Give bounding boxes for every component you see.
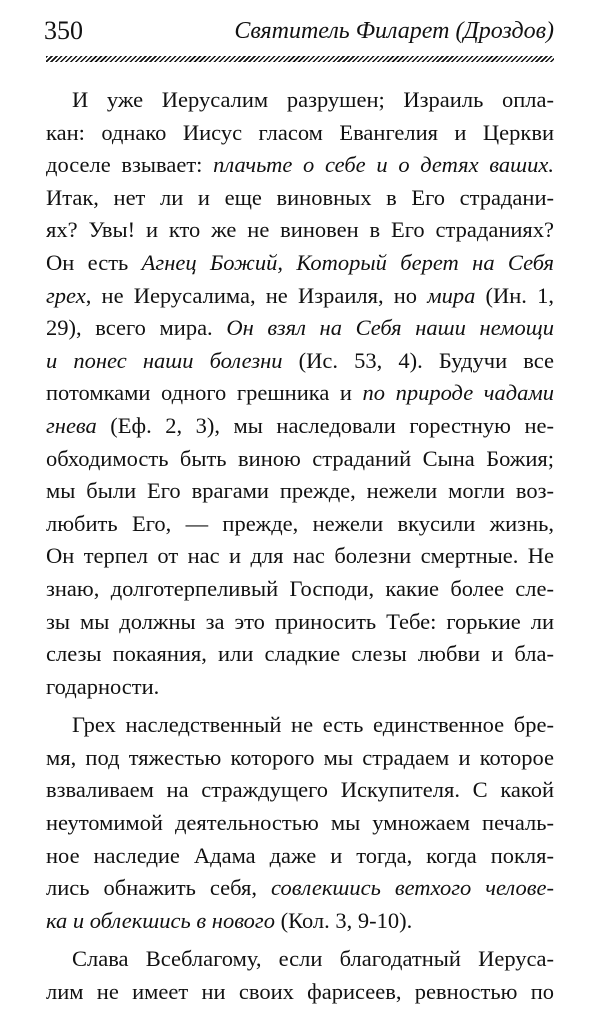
text-segment: мы были Его врагами прежде, нежели могли воз-: [46, 478, 554, 504]
text-segment: взваливаем на страждущего Искупителя. С какой: [46, 777, 554, 803]
italic-quote: по природе чадами: [362, 380, 554, 406]
text-line: [46, 84, 554, 117]
text-line: [46, 742, 554, 775]
text-segment: лись обнажить себя,: [46, 875, 272, 901]
text-line: [46, 377, 554, 410]
paragraph: [46, 709, 554, 937]
text-segment: (Ин. 1,: [475, 282, 554, 308]
text-line: [46, 943, 554, 976]
text-segment: зы мы должны за это приносить Тебе: горькие ли: [46, 608, 554, 634]
text-line: [46, 638, 554, 671]
text-segment: ях? Увы! и кто же не виновен в Его страданиях?: [46, 217, 554, 243]
italic-quote: гнева: [46, 412, 97, 438]
text-line: [46, 976, 554, 1009]
text-segment: Итак, нет ли и еще виновных в Его страдани-: [46, 184, 554, 210]
text-line: [46, 410, 554, 443]
italic-quote: мира: [427, 282, 476, 308]
text-line: [46, 540, 554, 573]
text-line: [46, 709, 554, 742]
text-line: [46, 345, 554, 378]
text-line: [46, 774, 554, 807]
italic-quote: ка и облекшись в нового: [46, 907, 275, 933]
text-line: [46, 149, 554, 182]
text-line: [46, 475, 554, 508]
text-segment: мя, под тяжестью которого мы страдаем и которое: [46, 744, 554, 770]
text-line: [46, 573, 554, 606]
italic-quote: грех: [46, 282, 86, 308]
text-segment: Слава Всеблагому, если благодатный Иерусa-: [72, 946, 554, 972]
header-rule: [46, 56, 554, 62]
text-segment: кан: однако Иисус гласом Евангелия и Церкви: [46, 119, 554, 145]
text-line: [46, 671, 554, 704]
text-segment: Грех наследственный не есть единственное бре-: [72, 712, 554, 738]
text-segment: обходимость быть виною страданий Сына Божия;: [46, 445, 554, 471]
running-title: Святитель Филарет (Дроздов): [234, 18, 554, 44]
text-segment: неутомимой деятельностью мы умножаем печаль-: [46, 810, 554, 836]
text-segment: И уже Иерусалим разрушен; Израиль опла-: [72, 87, 554, 112]
italic-quote: и понес наши болезни: [46, 347, 283, 373]
text-segment: слезы покаяния, или сладкие слезы любви и бла-: [46, 641, 554, 667]
text-line: [46, 872, 554, 905]
text-line: [46, 182, 554, 215]
page-number: 350: [44, 16, 83, 45]
paragraph: [46, 943, 554, 1008]
body-text: [46, 84, 554, 1009]
text-segment: потомками одного грешника и: [46, 380, 363, 406]
italic-quote: Агнец Божий, Который берет на Себя: [141, 249, 555, 275]
text-line: [46, 443, 554, 476]
text-segment: Он терпел от нас и для нас болезни смертные. Не: [46, 543, 554, 569]
text-segment: (Еф. 2, 3), мы наследовали горестную не-: [96, 412, 554, 438]
text-segment: Он есть: [46, 249, 142, 275]
text-segment: ное наследие Адама даже и тогда, когда покля-: [46, 842, 554, 868]
text-segment: доселе взывает:: [46, 152, 214, 178]
italic-quote: совлекшись ветхого челове-: [271, 875, 554, 901]
text-segment: годарности.: [46, 673, 160, 699]
text-line: [46, 247, 554, 280]
text-segment: любить Его, — прежде, нежели вкусили жизнь,: [46, 510, 554, 536]
page-header: [44, 8, 554, 48]
italic-quote: Он взял на Себя наши немощи: [226, 315, 554, 341]
text-line: [46, 606, 554, 639]
text-line: [46, 508, 554, 541]
text-line: [46, 280, 554, 313]
text-segment: (Кол. 3, 9-10).: [274, 907, 413, 933]
text-segment: лим не имеет ни своих фарисеев, ревностью по: [46, 979, 554, 1005]
text-line: [46, 214, 554, 247]
text-line: [46, 312, 554, 345]
paragraph: [46, 84, 554, 703]
text-line: [46, 117, 554, 150]
text-line: [46, 840, 554, 873]
text-line: [46, 807, 554, 840]
text-segment: знаю, долготерпеливый Господи, какие более сле-: [46, 575, 554, 601]
text-line: [46, 905, 554, 938]
text-segment: (Ис. 53, 4). Будучи все: [282, 347, 554, 373]
italic-quote: плачьте о себе и о детях ваших.: [213, 152, 554, 178]
text-segment: , не Иерусалима, не Израиля, но: [85, 282, 428, 308]
text-segment: 29), всего мира.: [46, 315, 227, 341]
